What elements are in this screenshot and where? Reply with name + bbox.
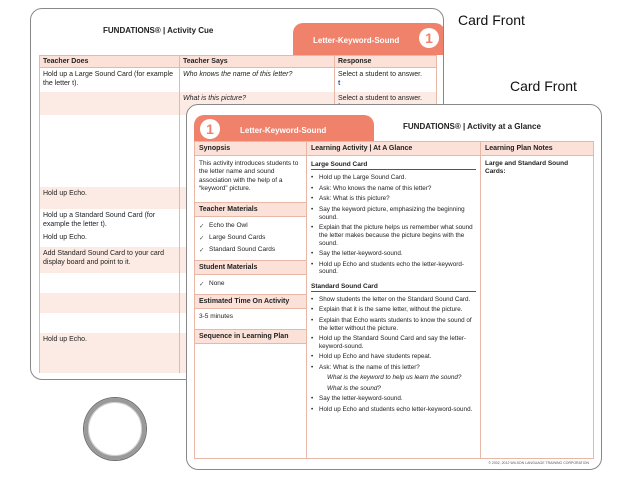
list-item: • Say the letter-keyword-sound. bbox=[311, 250, 403, 258]
col-teacher-does: Teacher Does bbox=[40, 56, 180, 68]
list-item: • Explain that the picture helps us remember what sound the letter makes because the picture begins with the sound. bbox=[311, 223, 473, 247]
standard-sound-card-heading: Standard Sound Card bbox=[311, 278, 476, 292]
time-heading: Estimated Time On Activity bbox=[195, 294, 306, 309]
list-item: • Hold up the Standard Sound Card and say the letter-keyword-sound. bbox=[311, 335, 467, 350]
back-tab-label: Letter-Keyword-Sound bbox=[313, 36, 400, 45]
front-card-tab bbox=[194, 115, 374, 143]
cell-response: Select a student to answer. t bbox=[335, 68, 437, 92]
back-card-title: FUNDATIONS® | Activity Cue bbox=[103, 26, 214, 35]
list-item: • Hold up the Large Sound Card. bbox=[311, 174, 407, 182]
back-card-tab bbox=[293, 23, 444, 55]
cell-does: Hold up a Large Sound Card (for example the letter t). bbox=[40, 68, 180, 92]
cell-says: What is this picture? bbox=[180, 92, 335, 116]
learning-activity-heading: Learning Activity | At A Glance bbox=[307, 142, 480, 156]
cell-does: Hold up a Standard Sound Card (for example the letter t). Hold up Echo. bbox=[40, 209, 180, 247]
standard-sound-card-steps bbox=[307, 294, 480, 415]
front-card-body bbox=[194, 141, 594, 459]
teacher-materials-heading: Teacher Materials bbox=[195, 202, 306, 217]
synopsis-text: This activity introduces students to the letter name and sound association with the help of a “keyword” picture. bbox=[199, 160, 299, 193]
list-item: • Say the keyword picture, emphasizing the beginning sound. bbox=[311, 205, 465, 221]
check-icon: ✓ bbox=[199, 246, 205, 254]
check-icon: ✓ bbox=[199, 222, 205, 230]
front-card bbox=[186, 104, 602, 470]
copyright: © 2002, 2012 WILSON LANGUAGE TRAINING CORPORATION bbox=[488, 461, 589, 465]
check-icon: ✓ bbox=[199, 234, 205, 242]
cell-does bbox=[40, 273, 180, 293]
list-item: • Show students the letter on the Standard Sound Card. bbox=[311, 295, 471, 303]
number-badge: 1 bbox=[419, 28, 439, 48]
learning-plan-notes-heading: Learning Plan Notes bbox=[481, 142, 593, 156]
table-row bbox=[40, 68, 437, 92]
col-teacher-says: Teacher Says bbox=[180, 56, 335, 68]
cell-does: Hold up Echo. bbox=[40, 187, 180, 209]
list-item: What is the sound? bbox=[327, 384, 381, 392]
col-response: Response bbox=[335, 56, 437, 68]
time-value: 3-5 minutes bbox=[199, 312, 233, 320]
cell-does bbox=[40, 313, 180, 333]
cell-does bbox=[40, 92, 180, 116]
list-item: • Explain that Echo wants students to know the sound of the letter without the picture. bbox=[311, 316, 472, 332]
list-item: ✓ Standard Sound Cards bbox=[199, 245, 276, 254]
front-tab-label: Letter-Keyword-Sound bbox=[240, 126, 327, 135]
teacher-materials-list bbox=[195, 217, 306, 256]
list-item: • Hold up Echo and students echo letter-keyword-sound. bbox=[311, 405, 473, 413]
synopsis-column bbox=[195, 142, 307, 458]
list-item: • Explain that it is the same letter, without the picture. bbox=[311, 306, 463, 314]
cell-response: Select a student to answer. bbox=[335, 92, 437, 116]
student-materials-heading: Student Materials bbox=[195, 260, 306, 275]
back-card-header bbox=[31, 9, 443, 47]
list-item: ✓ Echo the Owl bbox=[199, 221, 248, 230]
list-item: • Say the letter-keyword-sound. bbox=[311, 395, 403, 403]
learning-activity-column bbox=[307, 142, 481, 458]
cell-does bbox=[40, 293, 180, 313]
check-icon: ✓ bbox=[199, 280, 205, 288]
list-item: • Ask: What is this picture? bbox=[311, 195, 390, 203]
list-item: • Ask: Who knows the name of this letter? bbox=[311, 184, 432, 192]
large-sound-card-steps bbox=[307, 172, 480, 278]
cell-says: Who knows the name of this letter? bbox=[180, 68, 335, 92]
student-materials-list bbox=[195, 275, 306, 290]
list-item: • Ask: What is the name of this letter? bbox=[311, 363, 420, 371]
front-card-title: FUNDATIONS® | Activity at a Glance bbox=[403, 122, 541, 131]
binder-ring bbox=[84, 398, 146, 460]
list-item: • Hold up Echo and students echo the letter-keyword-sound. bbox=[311, 260, 464, 276]
list-item: What is the keyword to help us learn the sound? bbox=[327, 374, 462, 382]
caption-back: Card Front bbox=[458, 12, 525, 28]
list-item: ✓ None bbox=[199, 279, 225, 288]
list-item: • Hold up Echo and have students repeat. bbox=[311, 353, 432, 361]
synopsis-heading: Synopsis bbox=[195, 142, 306, 156]
large-sound-card-heading: Large Sound Card bbox=[311, 156, 476, 170]
number-badge: 1 bbox=[200, 119, 220, 139]
sequence-heading: Sequence in Learning Plan bbox=[195, 329, 306, 344]
learning-plan-notes-text: Large and Standard Sound Cards: bbox=[485, 160, 569, 176]
list-item: ✓ Large Sound Cards bbox=[199, 233, 266, 242]
cell-does: Hold up Echo. bbox=[40, 333, 180, 373]
caption-front: Card Front bbox=[510, 78, 577, 94]
cell-does bbox=[40, 115, 180, 187]
cell-does: Add Standard Sound Card to your card display board and point to it. bbox=[40, 247, 180, 273]
learning-plan-notes-column bbox=[481, 142, 593, 458]
